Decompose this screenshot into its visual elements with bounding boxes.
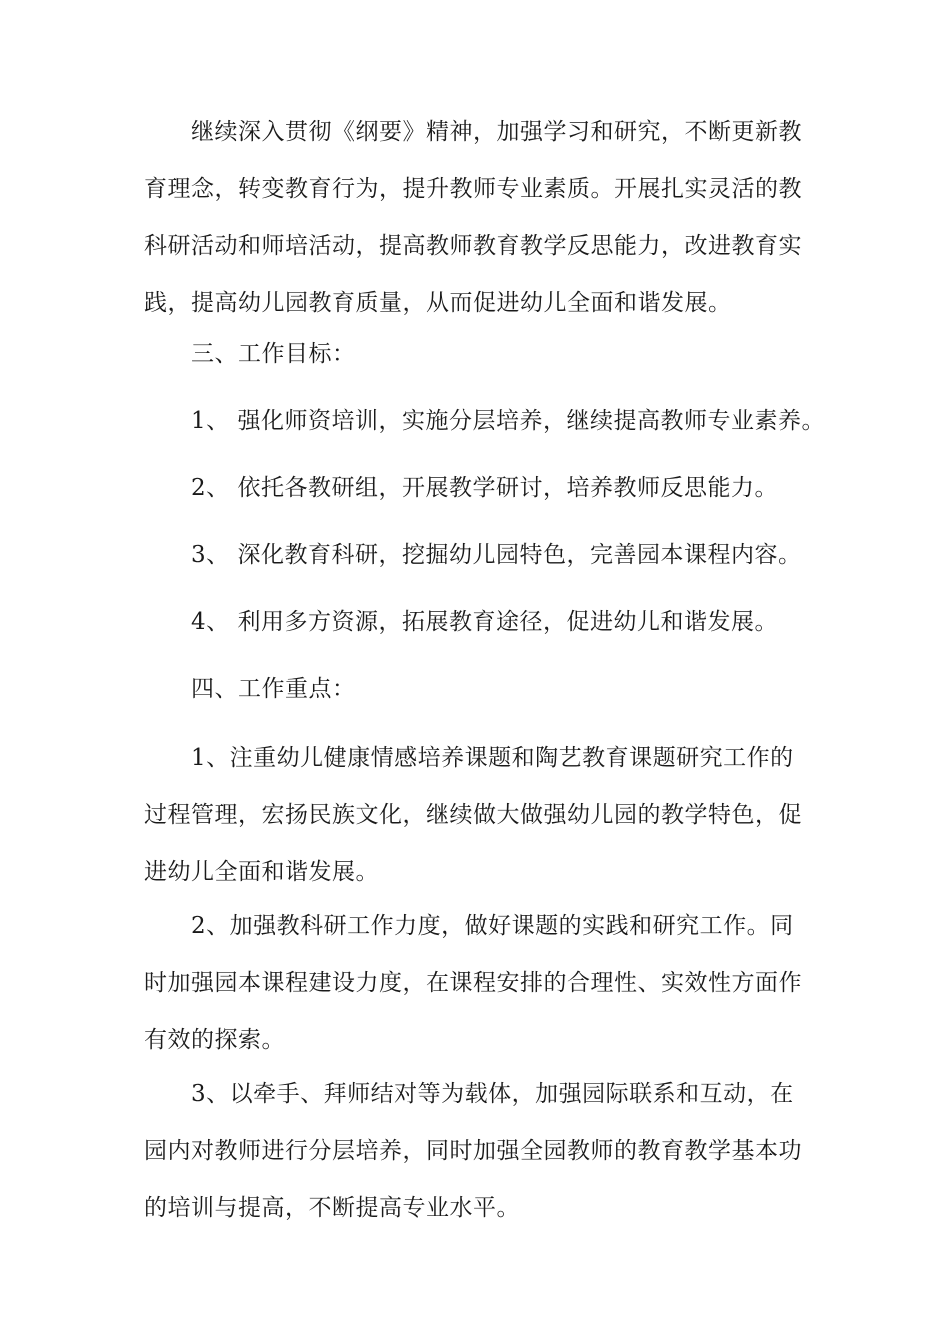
goal-text: 4、 利用多方资源，拓展教育途径，促进幼儿和谐发展。 <box>191 609 778 635</box>
text-line: 园内对教师进行分层培养，同时加强全园教师的教育教学基本功 <box>144 1138 802 1164</box>
goal-item-2 <box>144 460 814 517</box>
key-point-2 <box>144 898 814 1069</box>
text-line: 践，提高幼儿园教育质量，从而促进幼儿全面和谐发展。 <box>144 290 732 316</box>
section-heading-key-points <box>144 661 814 718</box>
goal-text: 3、 深化教育科研，挖掘幼儿园特色，完善园本课程内容。 <box>191 542 802 568</box>
paragraph-intro <box>144 104 814 332</box>
text-line: 继续深入贯彻《纲要》精神，加强学习和研究，不断更新教 <box>191 119 802 145</box>
key-point-1 <box>144 730 814 901</box>
text-line: 科研活动和师培活动，提高教师教育教学反思能力，改进教育实 <box>144 233 802 259</box>
text-line: 进幼儿全面和谐发展。 <box>144 859 379 885</box>
text-line: 1、注重幼儿健康情感培养课题和陶艺教育课题研究工作的 <box>191 745 794 771</box>
text-line: 时加强园本课程建设力度，在课程安排的合理性、实效性方面作 <box>144 970 802 996</box>
text-line: 的培训与提高，不断提高专业水平。 <box>144 1195 520 1221</box>
text-line: 过程管理，宏扬民族文化，继续做大做强幼儿园的教学特色，促 <box>144 802 802 828</box>
goal-text: 2、 依托各教研组，开展教学研讨，培养教师反思能力。 <box>191 475 778 501</box>
text-line: 有效的探索。 <box>144 1027 285 1053</box>
goal-item-1 <box>144 393 825 450</box>
goal-item-4 <box>144 594 814 651</box>
goal-text: 1、 强化师资培训，实施分层培养，继续提高教师专业素养。 <box>191 408 825 434</box>
text-line: 3、以牵手、拜师结对等为载体，加强园际联系和互动，在 <box>191 1081 794 1107</box>
heading-text: 三、工作目标： <box>191 341 356 367</box>
text-line: 2、加强教科研工作力度，做好课题的实践和研究工作。同 <box>191 913 794 939</box>
section-heading-goals <box>144 326 814 383</box>
text-line: 育理念，转变教育行为，提升教师专业素质。开展扎实灵活的教 <box>144 176 802 202</box>
goal-item-3 <box>144 527 814 584</box>
key-point-3 <box>144 1066 814 1237</box>
heading-text: 四、工作重点： <box>191 676 356 702</box>
